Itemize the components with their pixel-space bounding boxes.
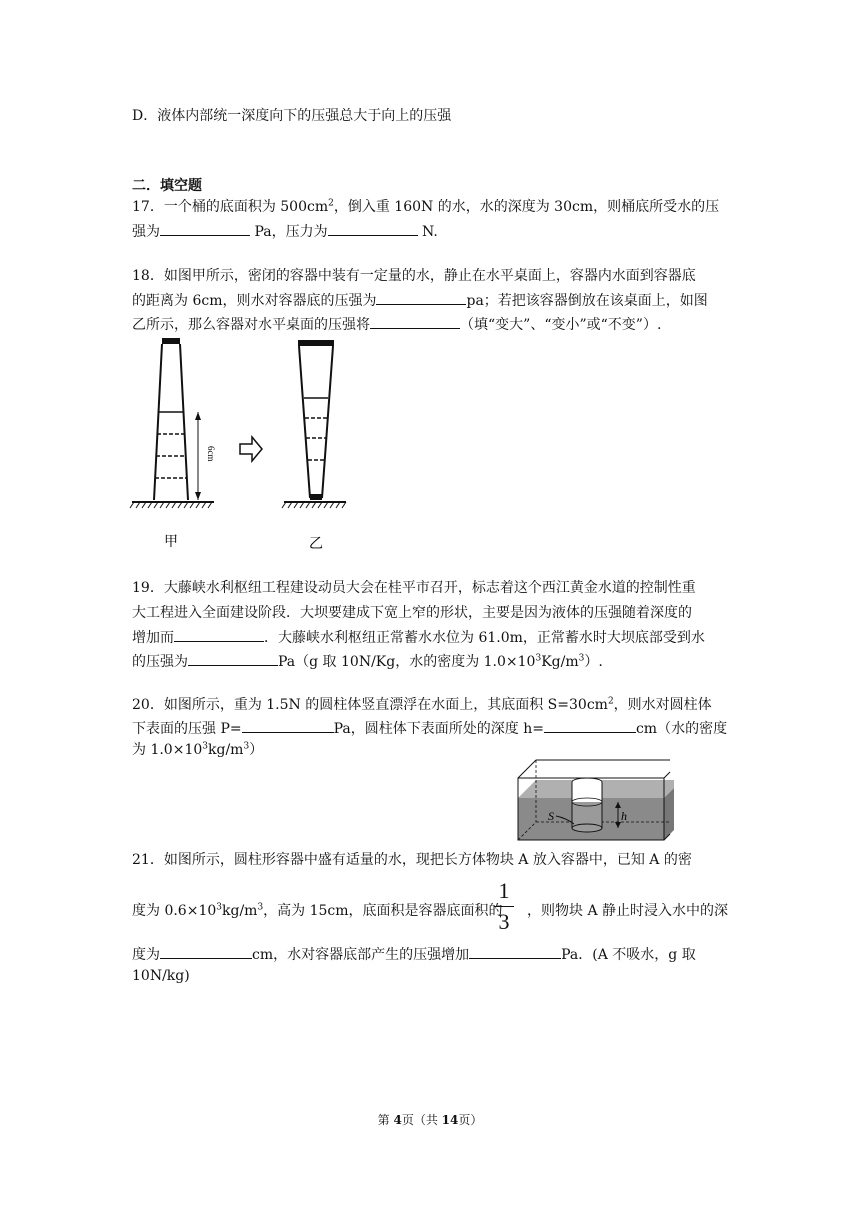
answer-blank[interactable] xyxy=(328,221,418,236)
option-d: D．液体内部统一深度向下的压强总大于向上的压强 xyxy=(132,108,452,124)
q20-figure xyxy=(514,758,674,846)
q18-figure xyxy=(128,336,360,558)
page-footer: 第 4页（共 14页） xyxy=(377,1113,483,1127)
q18-line3: 乙所示，那么容器对水平桌面的压强将 （填“变大”、“变小”或“不变”）. xyxy=(132,314,661,335)
q19-line2: 大工程进入全面建设阶段．大坝要建成下宽上窄的形状，主要是因为液体的压强随着深度的 xyxy=(132,605,692,621)
area-label: S xyxy=(548,809,554,823)
depth-label: h xyxy=(621,809,627,823)
q17-line2: 强为 Pa，压力为 N. xyxy=(132,221,438,242)
answer-blank[interactable] xyxy=(370,314,460,329)
figure-label-left: 甲 xyxy=(164,535,178,550)
answer-blank[interactable] xyxy=(188,651,278,666)
q20-line1: 20．如图所示，重为 1.5N 的圆柱体竖直漂浮在水面上，其底面积 $S=30cm^2$，则水对圆柱体 xyxy=(132,696,712,713)
q18-line2: 的距离为 6cm，则水对容器底的压强为 pa；若把该容器倒放在该桌面上，如图 xyxy=(132,290,708,311)
answer-blank[interactable] xyxy=(469,944,561,959)
container-inverted xyxy=(282,340,346,552)
answer-blank[interactable] xyxy=(242,718,334,733)
answer-blank[interactable] xyxy=(174,627,264,642)
q17-line1: 17．一个桶的底面积为 $500cm^2$，倒入重 160N 的水，水的深度为 30cm，则桶底所受水的压 xyxy=(132,198,720,215)
q21-line4: 10N/kg) xyxy=(132,968,190,984)
answer-blank[interactable] xyxy=(544,718,636,733)
q19-line4: 的压强为 Pa（g 取 10N/Kg，水的密度为 $1.0\times 10^3Kg/m^3$）. xyxy=(132,651,603,672)
answer-blank[interactable] xyxy=(160,944,252,959)
q21-line2: 度为 $0.6\times 10^3kg/m^3$，高为 15cm，底面积是容器底面积的 xyxy=(132,902,503,919)
q19-line1: 19．大藤峡水利枢纽工程建设动员大会在桂平市召开，标志着这个西江黄金水道的控制性重 xyxy=(132,580,696,596)
q20-line3: 为 $1.0\times 10^3kg/m^3$） xyxy=(132,741,264,758)
q18-line1: 18．如图甲所示，密闭的容器中装有一定量的水，静止在水平桌面上，容器内水面到容器底 xyxy=(132,268,696,284)
section-heading: 二．填空题 xyxy=(132,178,202,194)
fraction-one-third: 1 3 xyxy=(494,878,514,935)
figure-label-right: 乙 xyxy=(309,537,323,552)
q20-line2: 下表面的压强 P= Pa，圆柱体下表面所处的深度 h= cm（水的密度 xyxy=(132,718,727,739)
answer-blank[interactable] xyxy=(160,221,250,236)
answer-blank[interactable] xyxy=(376,290,466,305)
dimension-label: 6cm xyxy=(206,446,216,462)
q21-line3: 度为 cm，水对容器底部产生的压强增加 Pa．(A 不吸水，g 取 xyxy=(132,944,696,965)
q19-line3: 增加而 ．大藤峡水利枢纽正常蓄水水位为 61.0m，正常蓄水时大坝底部受到水 xyxy=(132,627,705,648)
q21-line2-cont: ，则物块 A 静止时浸入水中的深 xyxy=(527,903,729,919)
arrow-icon xyxy=(240,437,262,461)
container-upright xyxy=(130,338,216,550)
q21-line1: 21．如图所示，圆柱形容器中盛有适量的水，现把长方体物块 A 放入容器中，已知 A 的密 xyxy=(132,852,692,868)
